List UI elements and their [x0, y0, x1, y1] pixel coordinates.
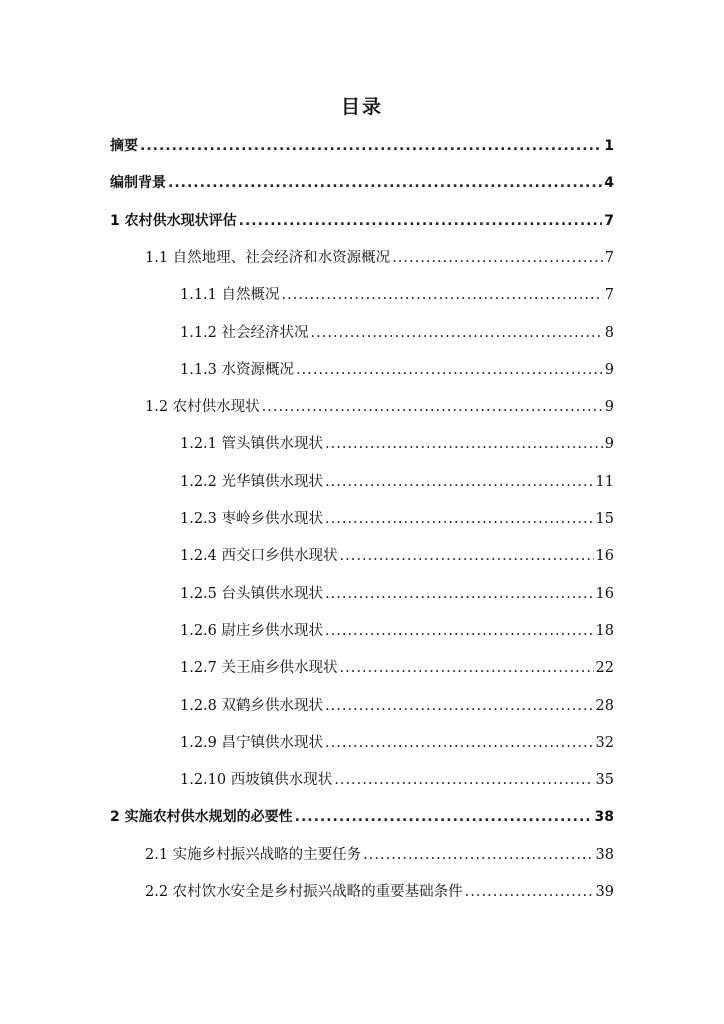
toc-entry[interactable]	[110, 134, 614, 158]
toc-entry-label: 摘要	[110, 138, 138, 154]
dot-leader	[311, 321, 603, 345]
toc-entry[interactable]	[180, 507, 614, 531]
toc-entry-page-number: 11	[595, 473, 614, 490]
toc-entry-page-number: 16	[595, 585, 614, 602]
dot-leader	[325, 470, 594, 494]
toc-entry-label: 1 农村供水现状评估	[110, 212, 237, 229]
dot-leader	[168, 171, 602, 195]
toc-entry-page-number: 9	[604, 361, 614, 378]
toc-entry[interactable]	[145, 395, 614, 419]
toc-entry-page-number: 28	[595, 697, 614, 714]
toc-entry-page-number: 22	[595, 660, 614, 677]
toc-entry-label: 1.2 农村供水现状	[145, 399, 260, 416]
dot-leader	[295, 805, 593, 829]
toc-entry-page-number: 18	[595, 622, 614, 639]
toc-entry-page-number: 38	[594, 809, 614, 826]
toc-entry-label: 编制背景	[110, 175, 166, 192]
toc-entry-page-number: 16	[595, 548, 614, 565]
dot-leader	[262, 395, 603, 419]
dot-leader	[325, 694, 594, 718]
toc-entry-page-number: 4	[604, 175, 614, 192]
toc-entry-page-number: 38	[595, 846, 614, 863]
toc-entry[interactable]	[180, 321, 614, 345]
toc-entry-page-number: 39	[595, 884, 614, 900]
toc-entry-page-number: 1	[604, 138, 614, 154]
toc-entry-page-number: 8	[604, 324, 614, 341]
toc-entry[interactable]	[110, 209, 614, 233]
toc-entry-label: 1.2.7 关王庙乡供水现状	[180, 660, 338, 677]
toc-entry-label: 1.1.2 社会经济状况	[180, 324, 309, 341]
toc-entry[interactable]	[180, 582, 614, 606]
toc-entry-label: 2.1 实施乡村振兴战略的主要任务	[145, 846, 362, 863]
toc-entry[interactable]	[145, 843, 614, 867]
toc-entry[interactable]	[110, 171, 614, 195]
dot-leader	[340, 544, 594, 568]
dot-leader	[334, 768, 593, 792]
toc-entry-label: 1.2.6 尉庄乡供水现状	[180, 622, 324, 639]
dot-leader	[465, 880, 594, 904]
dot-leader	[325, 619, 594, 643]
toc-entry-label: 1.2.5 台头镇供水现状	[180, 585, 324, 602]
dot-leader	[325, 731, 594, 755]
toc-entry[interactable]	[145, 880, 614, 904]
dot-leader	[325, 507, 594, 531]
toc-entry[interactable]	[180, 358, 614, 382]
toc-entry-label: 1.2.3 枣岭乡供水现状	[180, 511, 324, 527]
toc-title: 目录	[340, 96, 383, 118]
toc-entry-page-number: 9	[604, 436, 614, 453]
toc-entry-page-number: 15	[595, 511, 614, 527]
toc-entry-label: 1.1.3 水资源概况	[180, 361, 295, 378]
toc-entry[interactable]	[180, 283, 614, 307]
toc-entry[interactable]	[180, 768, 614, 792]
dot-leader	[363, 843, 593, 867]
toc-entry[interactable]	[180, 731, 614, 755]
toc-entry[interactable]	[180, 470, 614, 494]
dot-leader	[239, 209, 603, 233]
toc-entry-label: 2.2 农村饮水安全是乡村振兴战略的重要基础条件	[145, 884, 463, 900]
toc-entry-page-number: 35	[595, 772, 614, 789]
toc-entry-label: 1.2.10 西坡镇供水现状	[180, 772, 333, 789]
toc-entry[interactable]	[180, 544, 614, 568]
dot-leader	[140, 134, 602, 158]
toc-entry-page-number: 9	[604, 399, 614, 416]
toc-entry-label: 1.2.2 光华镇供水现状	[180, 473, 324, 490]
dot-leader	[296, 358, 603, 382]
toc-entry-page-number: 32	[595, 734, 614, 751]
toc-entry-label: 1.2.8 双鹤乡供水现状	[180, 697, 324, 714]
dot-leader	[340, 656, 594, 680]
toc-entry[interactable]	[180, 694, 614, 718]
toc-entry-page-number: 7	[604, 212, 614, 229]
dot-leader	[325, 432, 603, 456]
toc-entry[interactable]	[145, 246, 614, 270]
toc-entry[interactable]	[180, 656, 614, 680]
toc-entry-label: 1.2.9 昌宁镇供水现状	[180, 734, 324, 751]
dot-leader	[392, 246, 603, 270]
toc-entry-page-number: 7	[604, 287, 614, 304]
toc-entry-label: 1.2.1 管头镇供水现状	[180, 436, 324, 453]
toc-entry-label: 1.1.1 自然概况	[180, 287, 280, 304]
toc-entry-page-number: 7	[604, 249, 614, 266]
toc-entry[interactable]	[180, 619, 614, 643]
dot-leader	[325, 582, 594, 606]
toc-entry-label: 1.1 自然地理、社会经济和水资源概况	[145, 249, 391, 266]
toc-entry-label: 1.2.4 西交口乡供水现状	[180, 548, 338, 565]
toc-entry[interactable]	[180, 432, 614, 456]
dot-leader	[282, 283, 603, 307]
toc-entry[interactable]	[110, 805, 614, 829]
toc-entry-label: 2 实施农村供水规划的必要性	[110, 809, 293, 826]
